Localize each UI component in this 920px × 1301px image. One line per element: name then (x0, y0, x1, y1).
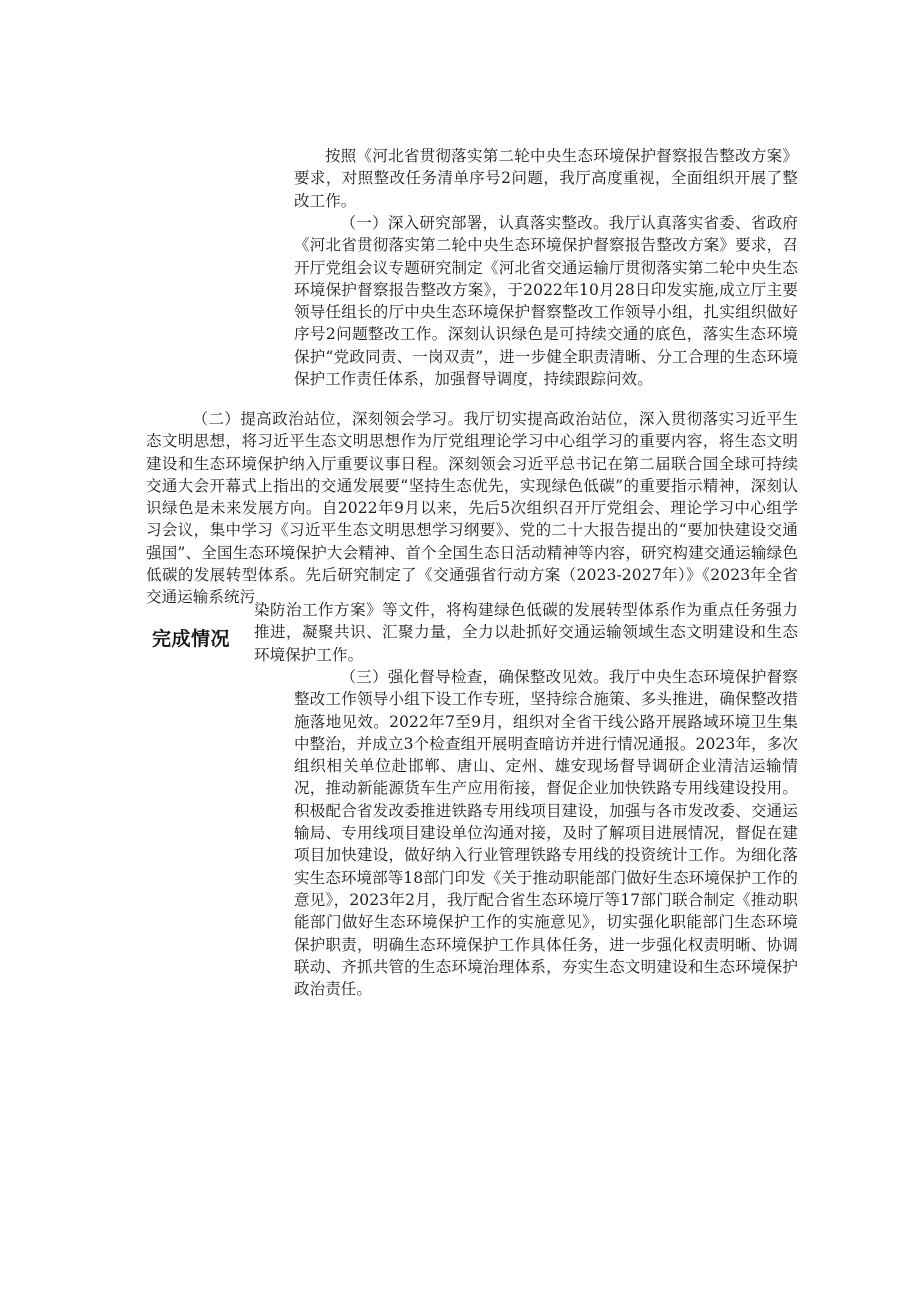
section-1-paragraph: （一）深入研究部署，认真落实整改。我厅认真落实省委、省政府《河北省贯彻落实第二轮中央生态环境保护督察报告整改方案》要求，召开厅党组会议专题研究制定《河北省交通运输厅贯彻落实第二轮中央生态环境保护督察报告整改方案》，于2022年10月28日印发实施,成立厅主要领导任组长的厅中央生态环境保护督察整改工作领导小组，扎实组织做好序号2问题整改工作。深刻认识绿色是可持续交通的底色，落实生态环境保护“党政同责、一岗双责”，进一步健全职责清晰、分工合理的生态环境保护工作责任体系，加强督导调度，持续跟踪问效。 (294, 214, 798, 389)
section-3-paragraph: （三）强化督导检查，确保整改见效。我厅中央生态环境保护督察整改工作领导小组下设工作专班，坚持综合施策、多头推进，确保整改措施落地见效。2022年7至9月，组织对全省干线公路开展路域环境卫生集中整治，并成立3个检查组开展明查暗访并进行情况通报。2023年，多次组织相关单位赴邯郸、唐山、定州、雄安现场督导调研企业清洁运输情况，推动新能源货车生产应用衔接，督促企业加快铁路专用线建设投用。积极配合省发改委推进铁路专用线项目建设，加强与各市发改委、交通运输局、专用线项目建设单位沟通对接，及时了解项目进展情况，督促在建项目加快建设，做好纳入行业管理铁路专用线的投资统计工作。为细化落实生态环境部等18部门印发《关于推动职能部门做好生态环境保护工作的意见》，2023年2月，我厅配合省生态环境厅等17部门联合制定《推动职能部门做好生态环境保护工作的实施意见》，切实强化职能部门生态环境保护职责，明确生态环境保护工作具体任务，进一步强化权责明晰、协调联动、齐抓共管的生态环境治理体系，夯实生态文明建设和生态环境保护政治责任。 (294, 668, 798, 999)
completion-status-label: 完成情况 (152, 628, 231, 650)
section-2-continuation: 染防治工作方案》等文件，将构建绿色低碳的发展转型体系作为重点任务强力推进，凝聚共识、汇聚力量，全力以赴抓好交通运输领域生态文明建设和生态环境保护工作。 (254, 601, 798, 664)
section-2-paragraph: （二）提高政治站位，深刻领会学习。我厅切实提高政治站位，深入贯彻落实习近平生态文明思想，将习近平生态文明思想作为厅党组理论学习中心组学习的重要内容，将生态文明建设和生态环境保护纳入厅重要议事日程。深刻领会习近平总书记在第二届联合国全球可持续交通大会开幕式上指出的交通发展要“坚持生态优先，实现绿色低碳”的重要指示精神，深刻认识绿色是未来发展方向。自2022年9月以来，先后5次组织召开厅党组会、理论学习中心组学习会议，集中学习《习近平生态文明思想学习纲要》、党的二十大报告提出的“要加快建设交通强国”、全国生态环境保护大会精神、首个全国生态日活动精神等内容，研究构建交通运输绿色低碳的发展转型体系。先后研究制定了《交通强省行动方案（2023-2027年）》《2023年全省交通运输系统污 (146, 410, 798, 607)
intro-paragraph: 按照《河北省贯彻落实第二轮中央生态环境保护督察报告整改方案》要求，对照整改任务清单序号2问题，我厅高度重视，全面组织开展了整改工作。 (294, 147, 798, 210)
